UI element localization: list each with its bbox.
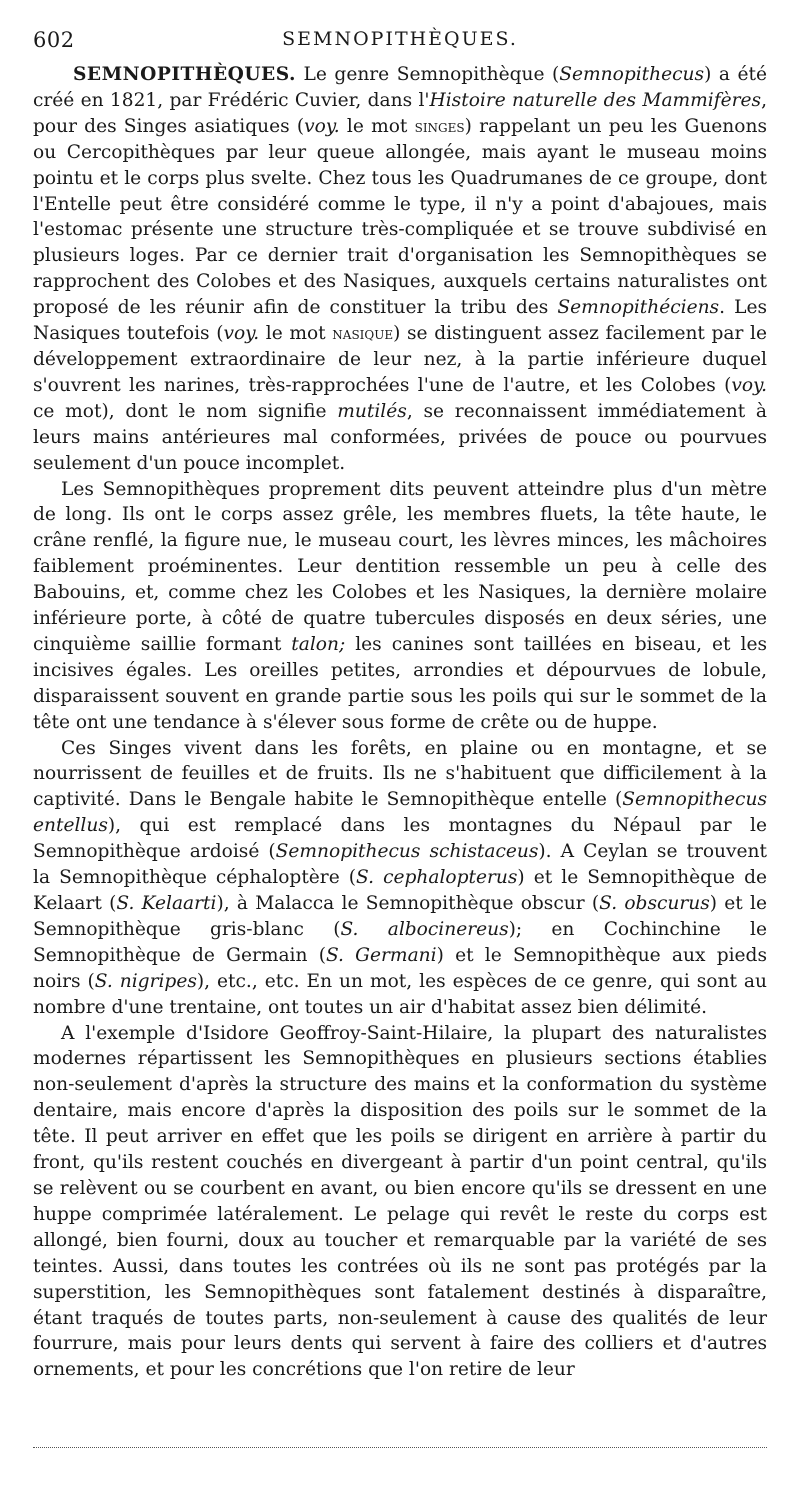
- text-run: ) se distinguent assez facilement par le développement extraordinaire de leur nez, à la partie inférieure duquel s'ouvrent les narines, très-rapprochées l'une de l'autre, et les Colobes (: [33, 323, 767, 396]
- italic-run: voy.: [223, 323, 260, 345]
- text-run: ), à Malacca le Semnopithèque obscur (: [216, 893, 600, 914]
- text-run: ), etc., etc. En un mot, les espèces de ce genre, qui sont au nombre d'une trentaine, ont toutes un air d'habitat assez bien délimité.: [33, 970, 767, 1018]
- italic-run: Semnopithecus entellus: [33, 789, 767, 837]
- text-run: ) a été créé en 1821, par Frédéric Cuvier, dans l': [33, 64, 767, 111]
- italic-run: voy.: [731, 374, 767, 396]
- text-run: le mot: [259, 323, 333, 345]
- italic-run: S. Kelaarti: [116, 893, 217, 914]
- footer-dotted-rule: [33, 1447, 767, 1448]
- text-run: ) et le Semnopithèque aux pieds noirs (: [33, 944, 767, 992]
- italic-run: talon;: [291, 633, 346, 655]
- italic-run: Semnopithecus: [559, 64, 705, 85]
- article-body: [33, 62, 767, 1383]
- paragraph-1: [33, 62, 767, 477]
- italic-run: Semnopithecus schistaceus: [275, 841, 539, 863]
- text-run: le mot: [339, 115, 415, 137]
- italic-run: S. Germani: [325, 944, 437, 966]
- text-run: ); en Cochinchine le Semnopithèque de Germain (: [33, 918, 767, 966]
- text-run: Les Semnopithèques proprement dits peuvent atteindre plus d'un mètre de long. Ils ont le corps assez grêle, les membres fluets, la tête haute, le crâne renflé, la figure nue, le museau court, les lèvres minces, les mâchoires faiblement proéminentes. Leur dentition ressemble un peu à celle des Babouins, et, comme chez les Colobes et les Nasiques, la dernière molaire inférieure porte, à côté de quatre tubercules disposés en deux séries, une cinquième saillie formant: [33, 478, 767, 655]
- text-run: ) rappelant un peu les Guenons ou Cercopithèques par leur queue allongée, mais ayant le museau moins pointu et le corps plus svelte. Chez tous les Quadrumanes de ce groupe, dont l'Entelle peut être considéré comme le type, il n'y a point d'abajoues, mais l'estomac présente une structure très-compliquée et se trouve subdivisé en plusieurs loges. Par ce dernier trait d'organisation les Semnopithèques se rapprochent des Colobes et des Nasiques, auxquels certains naturalistes ont proposé de les réunir afin de constituer la tribu des: [33, 115, 767, 319]
- text-run: , pour des Singes asiatiques (: [33, 89, 767, 137]
- entry-headword: SEMNOPITHÈQUES.: [73, 64, 296, 85]
- italic-run: S. albocinereus: [340, 918, 509, 940]
- italic-run: voy.: [304, 115, 340, 137]
- text-run: ). A Ceylan se trouvent la Semnopithèque céphaloptère (: [33, 841, 767, 889]
- cross-reference: nasique: [332, 323, 394, 344]
- text-run: ), qui est remplacé dans les montagnes du Népaul par le Semnopithèque ardoisé (: [33, 815, 767, 863]
- text-run: Ces Singes vivent dans les forêts, en plaine ou en montagne, et se nourrissent de feuilles et de fruits. Ils ne s'habituent que difficilement à la captivité. Dans le Bengale habite le Semnopithèque entelle (: [33, 737, 767, 811]
- italic-run: mutilés: [337, 400, 407, 422]
- italic-run: S. obscurus: [599, 893, 710, 914]
- paragraph-4: [33, 1021, 767, 1384]
- italic-run: S. nigripes: [94, 970, 197, 992]
- text-run: A l'exemple d'Isidore Geoffroy-Saint-Hilaire, la plupart des naturalistes modernes répartissent les Semnopithèques en plusieurs sections établies non-seulement d'après la structure des mains et la conformation du système dentaire, mais encore d'après la disposition des poils sur le sommet de la tête. Il peut arriver en effet que les poils se dirigent en arrière à partir du front, qu'ils restent couchés en divergeant à partir d'un point central, qu'ils se relèvent ou se courbent en avant, ou bien encore qu'ils se dressent en une huppe comprimée latéralement. Le pelage qui revêt le reste du corps est allongé, bien fourni, doux au toucher et remarquable par la variété de ses teintes. Aussi, dans toutes les contrées où ils ne sont pas protégés par la superstition, les Semnopithèques sont fatalement destinés à disparaître, étant traqués de toutes parts, non-seulement à cause des qualités de leur fourrure, mais pour leurs dents qui servent à faire des colliers et d'autres ornements, et pour les concrétions que l'on retire de leur: [33, 1022, 767, 1381]
- page-number: 602: [33, 28, 75, 52]
- text-run: Le genre Semnopithèque (: [295, 64, 560, 85]
- text-run: ) et le Semnopithèque de Kelaart (: [33, 867, 768, 914]
- italic-run: Semnopithéciens: [557, 297, 720, 319]
- italic-run: Histoire naturelle des Mammifères: [429, 89, 762, 111]
- cross-reference: singes: [414, 115, 465, 136]
- paragraph-2: [33, 477, 767, 736]
- text-run: . Les Nasiques toutefois (: [33, 297, 767, 345]
- text-run: , se reconnaissent immédiatement à leurs mains antérieures mal conformées, privées de pouce ou pourvues seulement d'un pouce incomplet.: [33, 400, 767, 474]
- running-head: SEMNOPITHÈQUES.: [282, 28, 518, 50]
- paragraph-3: [33, 736, 767, 1021]
- text-run: ce mot), dont le nom signifie: [33, 400, 338, 422]
- page-header: [33, 28, 767, 62]
- text-run: les canines sont taillées en biseau, et les incisives égales. Les oreilles petites, arrondies et dépourvues de lobule, disparaissent souvent en grande partie sous les poils qui sur le sommet de la tête ont une tendance à s'élever sous forme de crête ou de huppe.: [33, 633, 767, 733]
- italic-run: S. cephalopterus: [356, 867, 518, 889]
- text-run: ) et le Semnopithèque gris-blanc (: [33, 893, 767, 940]
